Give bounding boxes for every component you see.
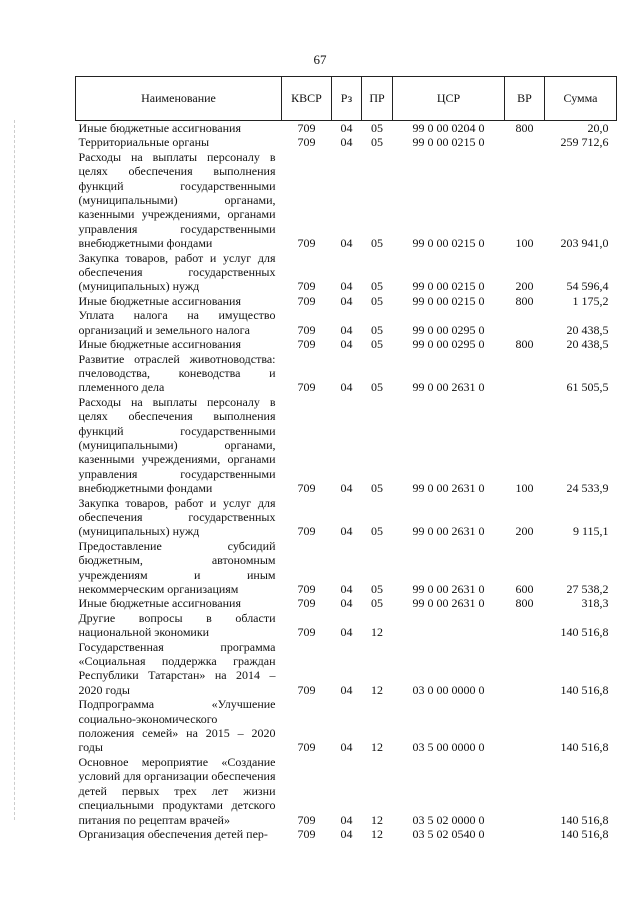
cell-kvsr: 709	[297, 380, 316, 395]
cell-kvsr: 709	[297, 337, 316, 352]
cell-pr: 05	[371, 596, 383, 611]
cell-sum: 140 516,8	[560, 682, 609, 697]
cell-vr: 800	[515, 121, 534, 135]
cell-pr: 05	[371, 524, 383, 539]
budget-table-container	[75, 76, 616, 841]
cell-sum: 318,3	[581, 596, 609, 611]
cell-name: Другие вопросы в области национальной экономики	[78, 610, 276, 640]
cell-csr: 99 0 00 0295 0	[412, 322, 485, 337]
table-row	[76, 496, 617, 539]
table-row	[76, 337, 617, 351]
cell-vr	[505, 135, 545, 149]
header-kvsr: КВСР	[282, 77, 332, 121]
cell-name: Основное мероприятие «Создание условий для организации обеспечения детей первых трех лет жизни специальными продуктами детского питания по рецептам врачей»	[78, 754, 276, 827]
cell-pr: 12	[371, 740, 383, 755]
cell-kvsr: 709	[297, 135, 316, 150]
cell-name: Иные бюджетные ассигнования	[78, 121, 241, 135]
cell-name: Государственная программа «Социальная поддержка граждан Республики Татарстан» на 2014 – 2020 годы	[78, 639, 276, 697]
cell-pr: 05	[371, 337, 383, 352]
cell-kvsr: 709	[297, 322, 316, 337]
cell-csr: 99 0 00 2631 0	[412, 582, 485, 596]
cell-sum: 140 516,8	[560, 826, 609, 841]
cell-sum: 140 516,8	[560, 625, 609, 640]
cell-name: Иные бюджетные ассигнования	[78, 293, 241, 308]
cell-kvsr: 709	[297, 582, 316, 596]
table-row	[76, 640, 617, 698]
cell-kvsr: 709	[297, 596, 316, 611]
page-number: 67	[313, 52, 327, 67]
cell-sum: 24 533,9	[566, 481, 609, 496]
cell-kvsr: 709	[297, 682, 316, 697]
cell-sum: 54 596,4	[566, 279, 609, 294]
cell-csr: 99 0 00 2631 0	[412, 524, 485, 539]
table-row	[76, 308, 617, 337]
cell-sum: 27 538,2	[566, 582, 609, 596]
cell-sum: 20 438,5	[566, 322, 609, 337]
cell-vr	[505, 352, 545, 395]
cell-rz: 04	[340, 322, 353, 337]
cell-rz: 04	[340, 121, 353, 135]
cell-kvsr: 709	[297, 625, 316, 640]
cell-name: Закупка товаров, работ и услуг для обеспечения государственных (муниципальных) нужд	[78, 495, 276, 539]
cell-kvsr: 709	[297, 826, 316, 841]
cell-csr: 03 5 00 0000 0	[412, 740, 485, 755]
cell-pr: 05	[371, 121, 383, 135]
cell-rz: 04	[340, 236, 353, 251]
cell-name: Расходы на выплаты персоналу в целях обеспечения выполнения функций государственными (муниципальными) органами, казенными учреждениями, органами управления государственными внебюджетными фондами	[78, 149, 276, 251]
table-row	[76, 352, 617, 395]
cell-rz: 04	[340, 682, 353, 697]
cell-rz: 04	[340, 625, 353, 640]
cell-rz: 04	[340, 826, 353, 841]
cell-sum: 203 941,0	[560, 236, 609, 251]
cell-name: Подпрограмма «Улучшение социально-экономического положения семей» на 2015 – 2020 годы	[78, 697, 276, 755]
cell-csr: 99 0 00 0215 0	[412, 135, 485, 150]
cell-pr: 05	[371, 135, 383, 150]
cell-csr: 99 0 00 0215 0	[412, 236, 485, 251]
table-row	[76, 755, 617, 827]
cell-csr: 03 5 02 0000 0	[412, 812, 485, 827]
cell-csr: 99 0 00 0215 0	[412, 279, 485, 294]
cell-pr: 05	[371, 236, 383, 251]
table-row	[76, 150, 617, 251]
cell-csr: 99 0 00 0204 0	[412, 121, 485, 135]
cell-kvsr: 709	[297, 293, 316, 308]
cell-name: Организация обеспечения детей пер-	[78, 826, 268, 841]
cell-name: Закупка товаров, работ и услуг для обеспечения государственных (муниципальных) нужд	[78, 250, 276, 294]
cell-kvsr: 709	[297, 121, 316, 135]
table-row	[76, 121, 617, 136]
cell-pr: 12	[371, 625, 383, 640]
cell-vr: 800	[515, 596, 534, 611]
cell-sum: 259 712,6	[560, 135, 609, 150]
cell-rz: 04	[340, 582, 353, 596]
cell-rz: 04	[340, 524, 353, 539]
cell-pr: 05	[371, 481, 383, 496]
header-name: Наименование	[76, 77, 282, 121]
cell-sum: 9 115,1	[572, 524, 609, 539]
cell-rz: 04	[340, 293, 353, 308]
header-rz: Рз	[332, 77, 362, 121]
cell-name: Предоставление субсидий бюджетным, автономным учреждениям и иным некоммерческим организациям	[78, 538, 276, 596]
cell-kvsr: 709	[297, 279, 316, 294]
table-header	[76, 77, 617, 121]
table-row	[76, 135, 617, 149]
cell-sum: 1 175,2	[572, 293, 609, 308]
cell-vr: 600	[515, 582, 534, 596]
cell-vr	[505, 697, 545, 755]
cell-pr: 05	[371, 293, 383, 308]
header-vr: ВР	[505, 77, 545, 121]
header-pr: ПР	[362, 77, 393, 121]
table-row	[76, 539, 617, 597]
cell-pr: 05	[371, 582, 383, 596]
cell-rz: 04	[340, 279, 353, 294]
cell-rz: 04	[340, 135, 353, 150]
cell-pr: 05	[371, 279, 383, 294]
cell-name: Развитие отраслей животноводства: пчеловодства, коневодства и племенного дела	[78, 351, 276, 395]
cell-name: Расходы на выплаты персоналу в целях обеспечения выполнения функций государственными (муниципальными) органами, казенными учреждениями, органами управления государственными внебюджетными фондами	[78, 394, 276, 496]
cell-vr	[505, 640, 545, 698]
cell-csr: 99 0 00 0295 0	[412, 337, 485, 352]
cell-kvsr: 709	[297, 236, 316, 251]
cell-vr	[505, 827, 545, 841]
cell-kvsr: 709	[297, 740, 316, 755]
cell-csr: 03 5 02 0540 0	[412, 826, 485, 841]
cell-vr: 200	[515, 524, 534, 539]
cell-rz: 04	[340, 740, 353, 755]
cell-kvsr: 709	[297, 812, 316, 827]
cell-csr: 99 0 00 2631 0	[412, 596, 485, 611]
table-row	[76, 251, 617, 294]
cell-vr: 100	[515, 481, 534, 496]
budget-table	[75, 76, 617, 841]
scan-edge-mark	[14, 120, 16, 820]
table-row	[76, 294, 617, 308]
cell-csr: 03 0 00 0000 0	[412, 682, 485, 697]
cell-rz: 04	[340, 596, 353, 611]
cell-pr: 12	[371, 682, 383, 697]
cell-vr: 200	[515, 279, 534, 294]
cell-vr	[505, 611, 545, 640]
cell-pr: 12	[371, 812, 383, 827]
cell-name: Уплата налога на имущество организаций и земельного налога	[78, 308, 276, 337]
header-sum: Сумма	[545, 77, 617, 121]
cell-csr	[393, 611, 505, 640]
cell-vr: 100	[515, 236, 534, 251]
cell-sum: 140 516,8	[560, 812, 609, 827]
cell-csr: 99 0 00 0215 0	[412, 293, 485, 308]
table-row	[76, 697, 617, 755]
table-row	[76, 611, 617, 640]
cell-name: Иные бюджетные ассигнования	[78, 337, 241, 352]
cell-sum: 61 505,5	[566, 380, 609, 395]
header-csr: ЦСР	[393, 77, 505, 121]
cell-rz: 04	[340, 812, 353, 827]
cell-csr: 99 0 00 2631 0	[412, 380, 485, 395]
cell-kvsr: 709	[297, 524, 316, 539]
cell-sum: 140 516,8	[560, 740, 609, 755]
cell-vr	[505, 755, 545, 827]
table-row	[76, 395, 617, 496]
cell-sum: 20,0	[587, 121, 609, 135]
cell-vr	[505, 308, 545, 337]
cell-name: Территориальные органы	[78, 135, 210, 150]
cell-rz: 04	[340, 380, 353, 395]
cell-rz: 04	[340, 337, 353, 352]
cell-rz: 04	[340, 481, 353, 496]
cell-kvsr: 709	[297, 481, 316, 496]
cell-pr: 12	[371, 826, 383, 841]
cell-vr: 800	[515, 337, 534, 352]
cell-name: Иные бюджетные ассигнования	[78, 596, 241, 611]
cell-pr: 05	[371, 380, 383, 395]
cell-vr: 800	[515, 293, 534, 308]
cell-csr: 99 0 00 2631 0	[412, 481, 485, 496]
table-row	[76, 827, 617, 841]
cell-pr: 05	[371, 322, 383, 337]
table-row	[76, 596, 617, 610]
cell-sum: 20 438,5	[566, 337, 609, 352]
table-body	[76, 121, 617, 842]
